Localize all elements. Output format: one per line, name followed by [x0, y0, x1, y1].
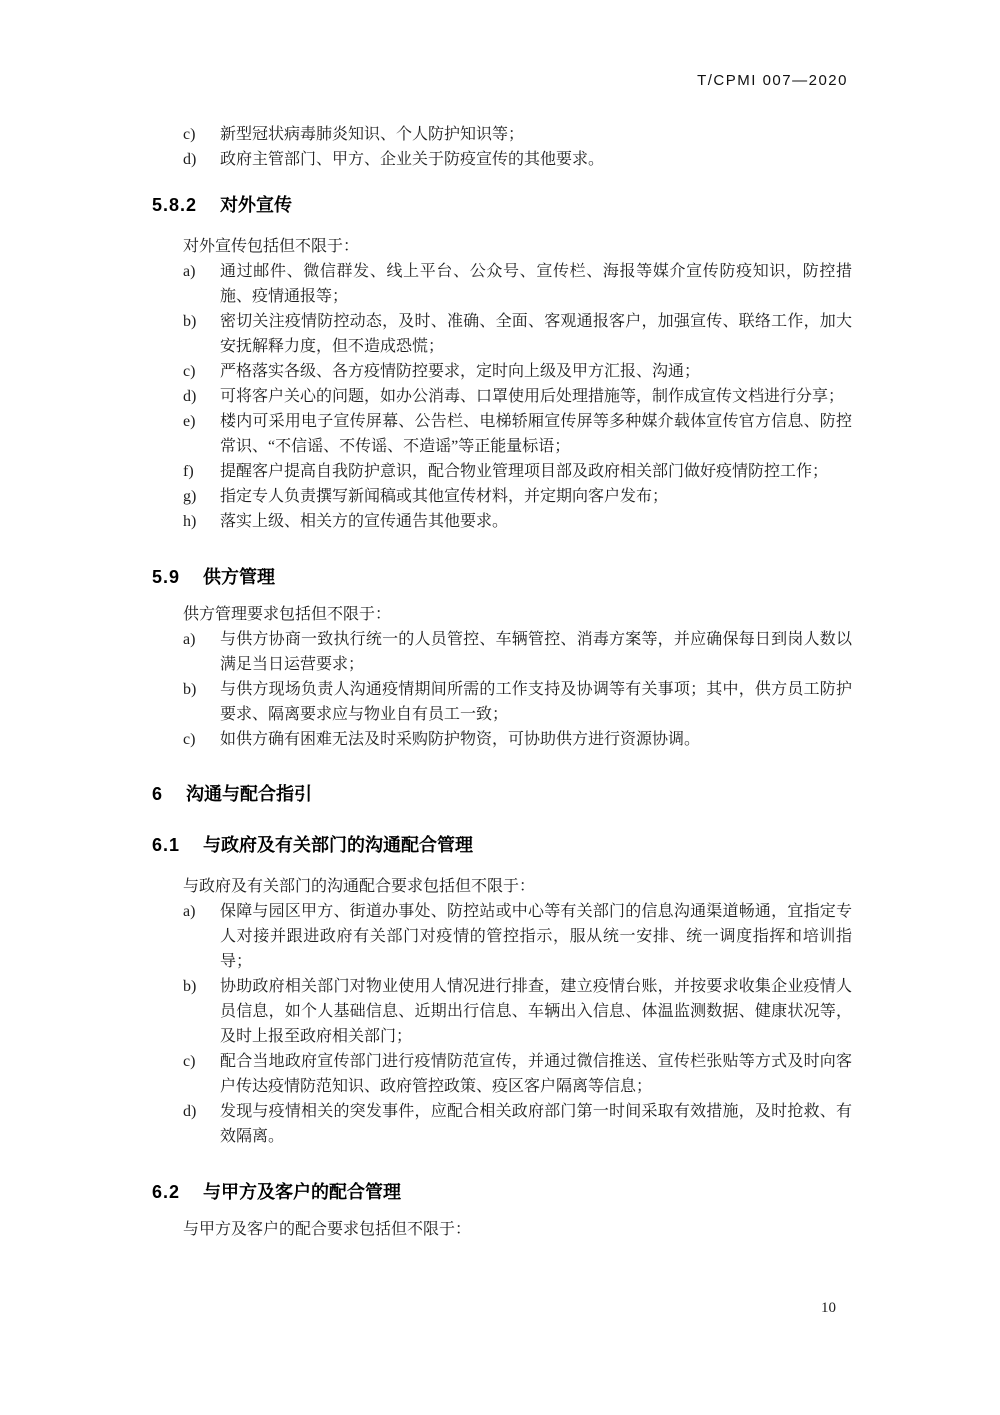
list-item-text: 楼内可采用电子宣传屏幕、公告栏、电梯轿厢宣传屏等多种媒介载体宣传官方信息、防控常识、“不信谣、不传谣、不造谣”等正能量标语；: [220, 413, 852, 455]
list-item: [183, 1049, 852, 1099]
list-item: [183, 122, 852, 147]
list-item-label: g): [183, 488, 197, 505]
list-item: [183, 974, 852, 1049]
section-title: 与甲方及客户的配合管理: [203, 1182, 402, 1202]
list-item: [183, 484, 852, 509]
list-item-text: 指定专人负责撰写新闻稿或其他宣传材料，并定期向客户发布；: [220, 488, 669, 505]
list-item-label: d): [183, 1103, 197, 1120]
section-heading-5-8-2: [152, 192, 852, 218]
list-item: [183, 359, 852, 384]
chapter-title: 沟通与配合指引: [186, 784, 313, 804]
list-item: [183, 727, 852, 752]
list-carryover: [152, 122, 852, 172]
list-item-text: 密切关注疫情防控动态，及时、准确、全面、客观通报客户，加强宣传、联络工作，加大安抚解释力度，但不造成恐慌；: [220, 313, 852, 355]
section-number: 6.2: [152, 1182, 181, 1202]
list-5-9: [152, 627, 852, 752]
list-item-label: e): [183, 413, 196, 430]
doc-number-header: T/CPMI 007—2020: [697, 72, 848, 89]
list-item: [183, 627, 852, 677]
list-item-label: h): [183, 513, 197, 530]
list-item: [183, 899, 852, 974]
list-item-label: c): [183, 363, 196, 380]
list-item-label: c): [183, 731, 196, 748]
list-item: [183, 509, 852, 534]
list-item: [183, 409, 852, 459]
section-title: 与政府及有关部门的沟通配合管理: [203, 835, 474, 855]
list-item-text: 政府主管部门、甲方、企业关于防疫宣传的其他要求。: [220, 151, 605, 168]
list-6-1: [152, 899, 852, 1149]
list-item: [183, 147, 852, 172]
section-title: 供方管理: [203, 567, 276, 587]
list-item-text: 发现与疫情相关的突发事件，应配合相关政府部门第一时间采取有效措施，及时抢救、有效隔离。: [220, 1103, 852, 1145]
list-item-text: 保障与园区甲方、街道办事处、防控站或中心等有关部门的信息沟通渠道畅通，宜指定专人对接并跟进政府有关部门对疫情的管控指示，服从统一安排、统一调度指挥和培训指导；: [220, 903, 852, 970]
section-intro: 与甲方及客户的配合要求包括但不限于：: [183, 1221, 472, 1238]
section-title: 对外宣传: [220, 195, 293, 215]
list-item: [183, 1099, 852, 1149]
section-intro: 对外宣传包括但不限于：: [183, 238, 360, 255]
section-intro: 供方管理要求包括但不限于：: [183, 606, 392, 623]
list-item: [183, 309, 852, 359]
list-item-text: 落实上级、相关方的宣传通告其他要求。: [220, 513, 509, 530]
list-item: [183, 384, 852, 409]
list-item-label: b): [183, 681, 197, 698]
section-number: 6.1: [152, 835, 181, 855]
list-item-label: c): [183, 126, 196, 143]
section-number: 5.8.2: [152, 195, 198, 215]
list-item-text: 可将客户关心的问题，如办公消毒、口罩使用后处理措施等，制作成宣传文档进行分享；: [220, 388, 845, 405]
section-heading-6-2: [152, 1179, 852, 1205]
section-number: 5.9: [152, 567, 181, 587]
list-item-label: d): [183, 388, 197, 405]
list-item-label: a): [183, 903, 196, 920]
list-item-label: b): [183, 313, 197, 330]
list-item-text: 提醒客户提高自我防护意识，配合物业管理项目部及政府相关部门做好疫情防控工作；: [220, 463, 829, 480]
list-item-label: a): [183, 631, 196, 648]
list-item-label: f): [183, 463, 194, 480]
section-intro: 与政府及有关部门的沟通配合要求包括但不限于：: [183, 878, 536, 895]
list-item-text: 协助政府相关部门对物业使用人情况进行排查，建立疫情台账，并按要求收集企业疫情人员信息，如个人基础信息、近期出行信息、车辆出入信息、体温监测数据、健康状况等，及时上报至政府相关部门；: [220, 978, 852, 1045]
chapter-number: 6: [152, 784, 164, 804]
list-item: [183, 677, 852, 727]
list-item-text: 配合当地政府宣传部门进行疫情防范宣传，并通过微信推送、宣传栏张贴等方式及时向客户传达疫情防范知识、政府管控政策、疫区客户隔离等信息；: [220, 1053, 852, 1095]
page-number: 10: [821, 1300, 836, 1316]
list-item-text: 与供方协商一致执行统一的人员管控、车辆管控、消毒方案等，并应确保每日到岗人数以满足当日运营要求；: [220, 631, 852, 673]
list-item-text: 新型冠状病毒肺炎知识、个人防护知识等；: [220, 126, 525, 143]
list-item-label: a): [183, 263, 196, 280]
page-content: [152, 122, 852, 1242]
list-item-text: 通过邮件、微信群发、线上平台、公众号、宣传栏、海报等媒介宣传防疫知识，防控措施、疫情通报等；: [220, 263, 852, 305]
list-item-label: c): [183, 1053, 196, 1070]
list-item: [183, 459, 852, 484]
list-item-text: 严格落实各级、各方疫情防控要求，定时向上级及甲方汇报、沟通；: [220, 363, 701, 380]
section-heading-6-1: [152, 832, 852, 858]
section-heading-5-9: [152, 564, 852, 590]
list-item-text: 如供方确有困难无法及时采购防护物资，可协助供方进行资源协调。: [220, 731, 701, 748]
chapter-heading-6: [152, 780, 852, 808]
list-item-text: 与供方现场负责人沟通疫情期间所需的工作支持及协调等有关事项；其中，供方员工防护要求、隔离要求应与物业自有员工一致；: [220, 681, 852, 723]
list-item-label: d): [183, 151, 197, 168]
list-item: [183, 259, 852, 309]
list-item-label: b): [183, 978, 197, 995]
list-5-8-2: [152, 259, 852, 534]
